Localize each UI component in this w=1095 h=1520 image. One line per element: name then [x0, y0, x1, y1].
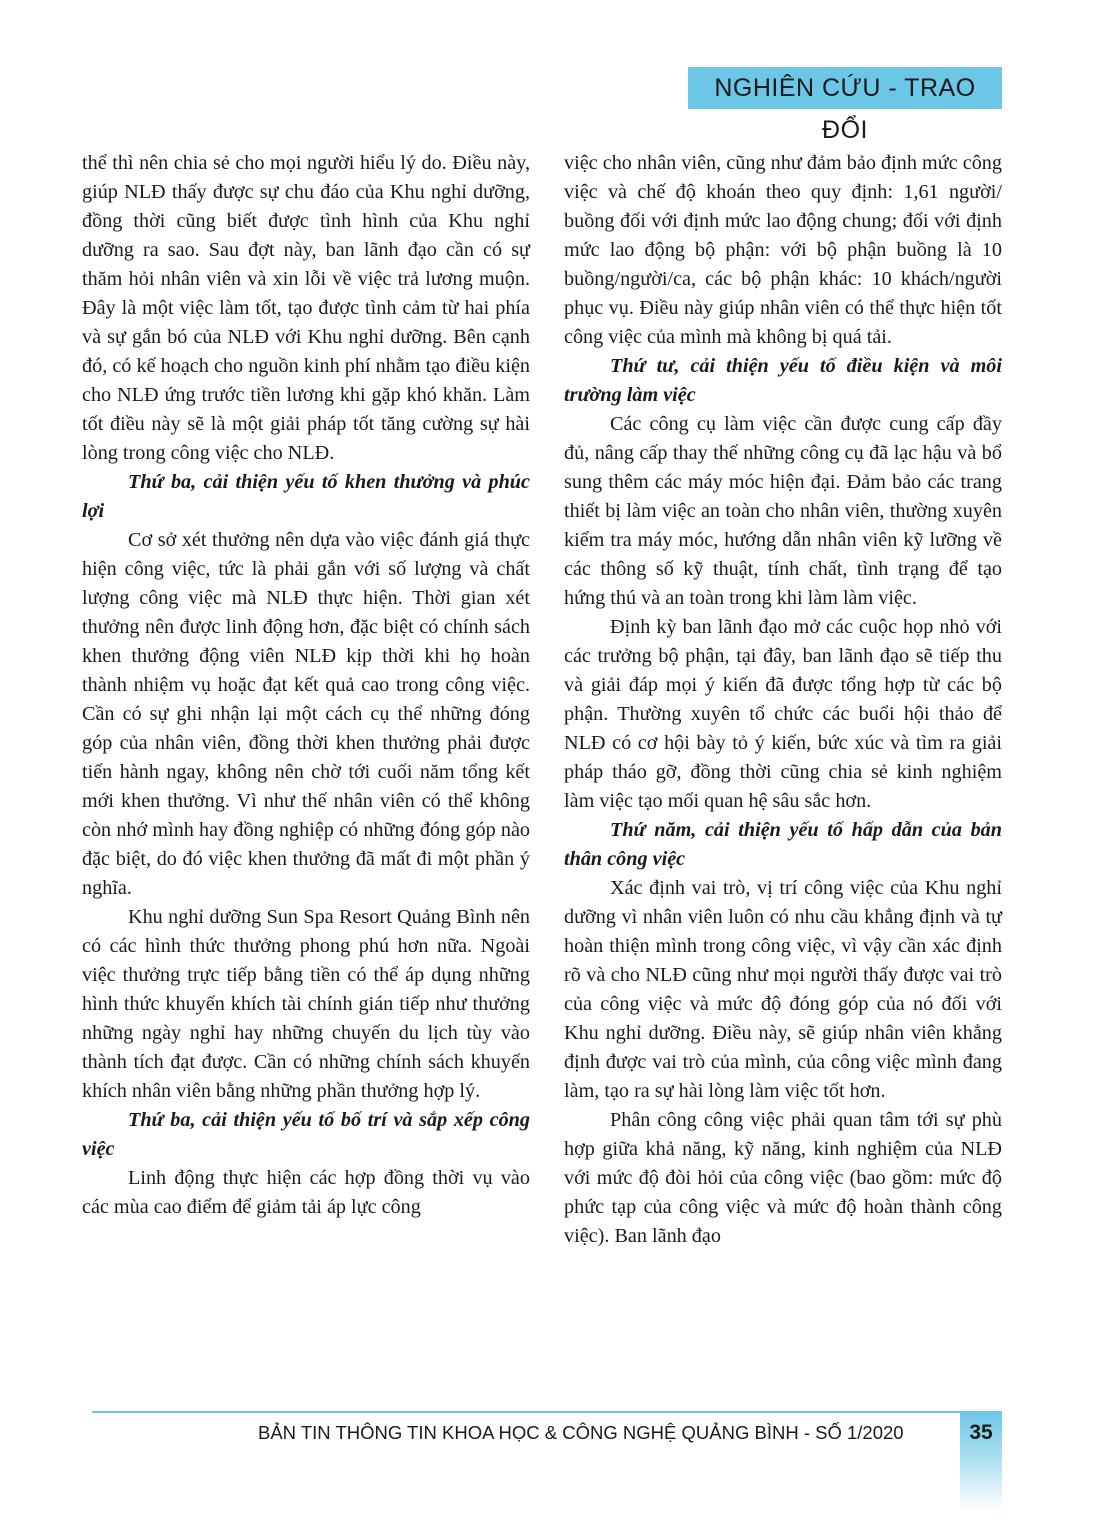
subheading: Thứ tư, cải thiện yếu tố điều kiện và môi trường làm việc	[564, 355, 1002, 406]
paragraph: việc cho nhân viên, cũng như đảm bảo định mức công việc và chế độ khoán theo quy định: 1,61 người/ buồng đối với định mức lao động chung; đối với định mức lao động bộ phận: với bộ phận buồng là 10 buồng/người/ca, các bộ phận khác: 10 khách/người phục vụ. Điều này giúp nhân viên có thể thực hiện tốt công việc của mình mà không bị quá tải.	[564, 152, 1002, 348]
page-number: 35	[969, 1421, 993, 1444]
paragraph: Linh động thực hiện các hợp đồng thời vụ vào các mùa cao điểm để giảm tải áp lực công	[82, 1167, 530, 1218]
right-column	[564, 149, 1002, 1251]
left-column	[82, 149, 530, 1222]
paragraph: Định kỳ ban lãnh đạo mở các cuộc họp nhỏ với các trưởng bộ phận, tại đây, ban lãnh đạo sẽ tiếp thu và giải đáp mọi ý kiến đã được tổng hợp từ các bộ phận. Thường xuyên tổ chức các buổi hội thảo để NLĐ có cơ hội bày tỏ ý kiến, bức xúc và tìm ra giải pháp tháo gỡ, đồng thời cũng chia sẻ kinh nghiệm làm việc tạo mối quan hệ sâu sắc hơn.	[564, 616, 1002, 812]
subheading: Thứ năm, cải thiện yếu tố hấp dẫn của bản thân công việc	[564, 819, 1002, 870]
subheading: Thứ ba, cải thiện yếu tố khen thưởng và phúc lợi	[82, 471, 530, 522]
section-title: NGHIÊN CỨU - TRAO ĐỔI	[714, 74, 976, 144]
section-badge	[688, 67, 1002, 144]
paragraph: Cơ sở xét thưởng nên dựa vào việc đánh giá thực hiện công việc, tức là phải gắn với số lượng và chất lượng công việc mà NLĐ thực hiện. Thời gian xét thưởng nên được linh động hơn, đặc biệt có chính sách khen thưởng động viên NLĐ kịp thời khi họ hoàn thành nhiệm vụ hoặc đạt kết quả cao trong công việc. Cần có sự ghi nhận lại một cách cụ thể những đóng góp của nhân viên, đồng thời khen thưởng phải được tiến hành ngay, không nên chờ tới cuối năm tổng kết mới khen thưởng. Vì như thế nhân viên có thể không còn nhớ mình hay đồng nghiệp có những đóng góp nào đặc biệt, do đó việc khen thưởng đã mất đi một phần ý nghĩa.	[82, 529, 530, 899]
paragraph: thể thì nên chia sẻ cho mọi người hiểu lý do. Điều này, giúp NLĐ thấy được sự chu đáo của Khu nghỉ dưỡng, đồng thời cũng biết được tình hình của Khu nghỉ dưỡng ra sao. Sau đợt này, ban lãnh đạo cần có sự thăm hỏi nhân viên và xin lỗi về việc trả lương muộn. Đây là một việc làm tốt, tạo được tình cảm từ hai phía và sự gắn bó của NLĐ với Khu nghỉ dưỡng. Bên cạnh đó, có kế hoạch cho nguồn kinh phí nhằm tạo điều kiện cho NLĐ ứng trước tiền lương khi gặp khó khăn. Làm tốt điều này sẽ là một giải pháp tốt tăng cường sự hài lòng trong công việc cho NLĐ.	[82, 152, 530, 464]
paragraph: Các công cụ làm việc cần được cung cấp đầy đủ, nâng cấp thay thế những công cụ đã lạc hậu và bổ sung thêm các máy móc hiện đại. Đảm bảo các trang thiết bị làm việc an toàn cho nhân viên, thường xuyên kiểm tra máy móc, hướng dẫn nhân viên kỹ lưỡng về các thông số kỹ thuật, tính chất, tình trạng để tạo hứng thú và an toàn trong khi làm làm việc.	[564, 413, 1002, 609]
publication-title: BẢN TIN THÔNG TIN KHOA HỌC & CÔNG NGHỆ QUẢNG BÌNH - SỐ 1/2020	[258, 1422, 904, 1443]
paragraph: Phân công công việc phải quan tâm tới sự phù hợp giữa khả năng, kỹ năng, kinh nghiệm của NLĐ với mức độ đòi hỏi của công việc (bao gồm: mức độ phức tạp của công việc và mức độ hoàn thành công việc). Ban lãnh đạo	[564, 1109, 1002, 1247]
paragraph: Khu nghỉ dưỡng Sun Spa Resort Quảng Bình nên có các hình thức thưởng phong phú hơn nữa. Ngoài việc thưởng trực tiếp bằng tiền có thể áp dụng những hình thức khuyến khích tài chính gián tiếp như thưởng những ngày nghỉ hay những chuyến du lịch tùy vào thành tích đạt được. Cần có những chính sách khuyến khích nhân viên bằng những phần thưởng hợp lý.	[82, 906, 530, 1102]
footer-divider	[92, 1411, 1002, 1413]
paragraph: Xác định vai trò, vị trí công việc của Khu nghỉ dưỡng vì nhân viên luôn có nhu cầu khẳng định và tự hoàn thiện mình trong công việc, vì vậy cần xác định rõ và cho NLĐ cũng như mọi người thấy được vai trò của công việc và mức độ đóng góp của nó đối với Khu nghỉ dưỡng. Điều này, sẽ giúp nhân viên khẳng định được vai trò của mình, của công việc mình đang làm, tạo ra sự hài lòng làm việc tốt hơn.	[564, 877, 1002, 1102]
subheading: Thứ ba, cải thiện yếu tố bố trí và sắp xếp công việc	[82, 1109, 530, 1160]
